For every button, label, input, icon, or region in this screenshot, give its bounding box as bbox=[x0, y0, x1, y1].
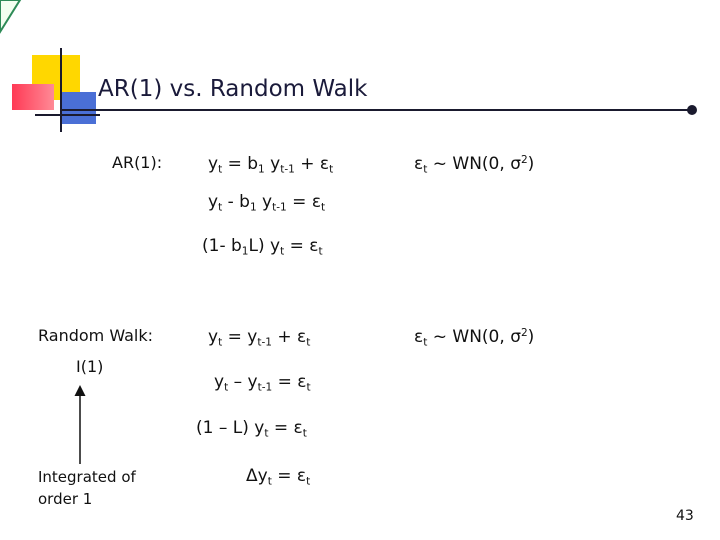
up-arrow-icon bbox=[72, 384, 88, 466]
ar1-lag-operator-form: (1- $b_1L$) $y_t = \varepsilon_t$ bbox=[202, 236, 323, 258]
ar1-label: AR(1): bbox=[112, 153, 163, 172]
ar1-equation: $y_t = b_1$ $y_{t-1} + \varepsilon_t$ bbox=[208, 154, 334, 176]
integrated-annotation-line2: order 1 bbox=[38, 490, 93, 508]
rw-noise-spec: $\varepsilon_t$ ~ WN(0, $\sigma^2$) bbox=[414, 327, 535, 349]
rw-lag-operator-form: (1 – L) $y_t = \varepsilon_t$ bbox=[196, 418, 307, 440]
title-underline bbox=[60, 109, 694, 111]
short-rule bbox=[35, 114, 100, 116]
title-decoration bbox=[0, 0, 110, 135]
ar1-equation-rearranged: $y_t - b_1$ $y_{t-1} = \varepsilon_t$ bbox=[208, 192, 326, 214]
blue-square bbox=[60, 92, 96, 124]
rw-equation-rearranged: $y_t - y_{t-1} = \varepsilon_t$ bbox=[214, 372, 311, 394]
rw-equation: $y_t = y_{t-1} + \varepsilon_t$ bbox=[208, 327, 311, 349]
page-number: 43 bbox=[676, 508, 694, 524]
red-square bbox=[12, 84, 54, 110]
ar1-noise-spec: $\varepsilon_t$ ~ WN(0, $\sigma^2$) bbox=[414, 154, 535, 176]
vertical-rule bbox=[60, 48, 62, 132]
random-walk-label: Random Walk: bbox=[38, 326, 154, 345]
title-underline-endpoint bbox=[687, 105, 697, 115]
slide-title: AR(1) vs. Random Walk bbox=[98, 76, 368, 102]
rw-difference-form: $\Delta y_t = \varepsilon_t$ bbox=[246, 466, 311, 488]
integrated-annotation-line1: Integrated of bbox=[38, 468, 136, 486]
integration-order-label: I(1) bbox=[76, 357, 104, 376]
